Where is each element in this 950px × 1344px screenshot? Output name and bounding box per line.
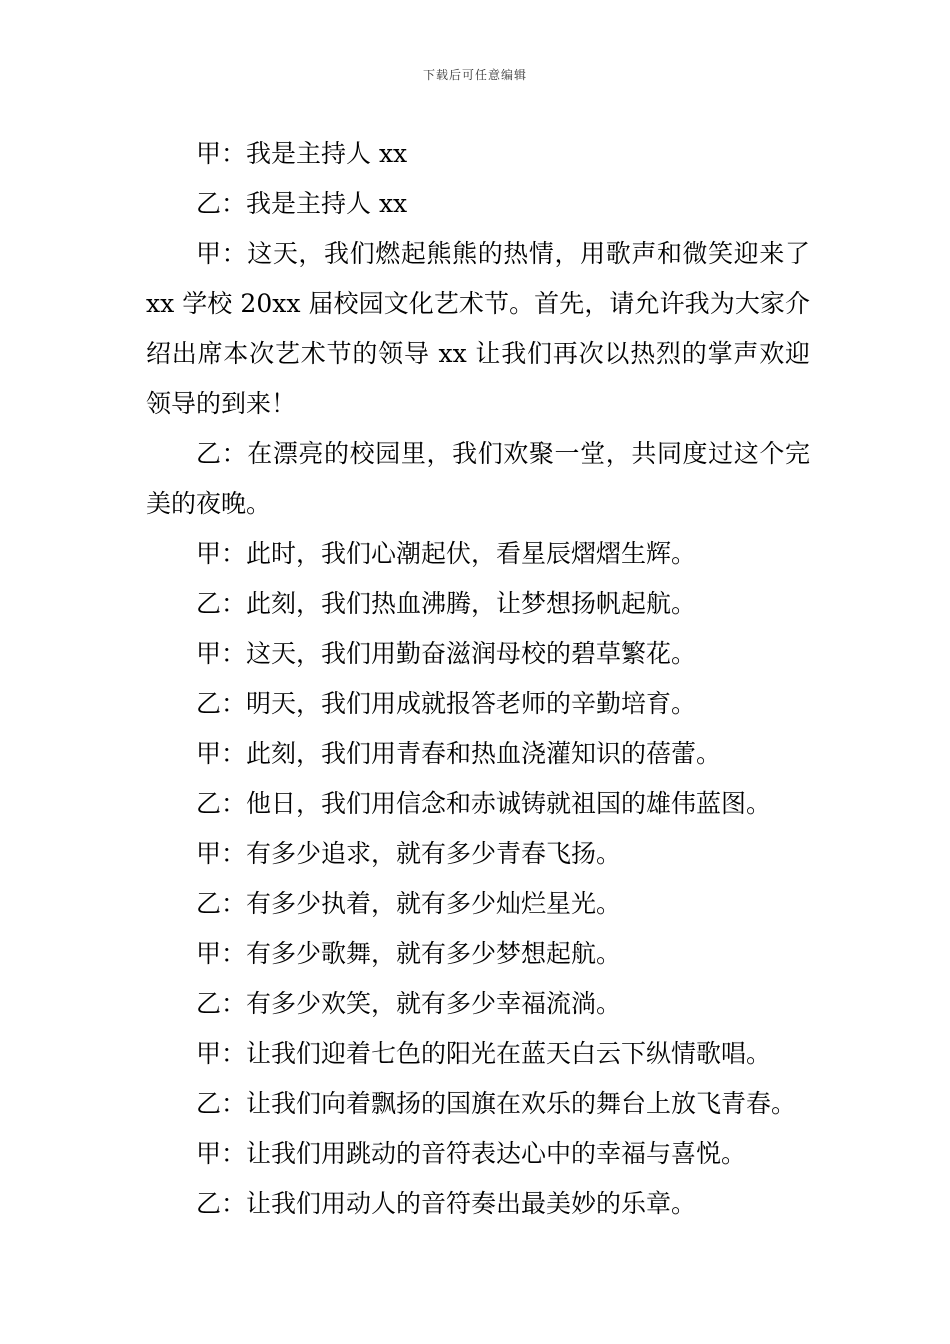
paragraph: 甲：此时，我们心潮起伏，看星辰熠熠生辉。	[196, 539, 697, 568]
paragraph: 甲：这天，我们用勤奋滋润母校的碧草繁花。	[196, 639, 697, 668]
paragraph: 乙：明天，我们用成就报答老师的辛勤培育。	[196, 689, 697, 718]
document-body	[146, 129, 810, 1229]
paragraph: 甲：让我们用跳动的音符表达心中的幸福与喜悦。	[196, 1139, 747, 1168]
paragraph: 甲：此刻，我们用青春和热血浇灌知识的蓓蕾。	[196, 739, 722, 768]
paragraph: 甲：有多少歌舞，就有多少梦想起航。	[196, 939, 622, 968]
paragraph: 乙：他日，我们用信念和赤诚铸就祖国的雄伟蓝图。	[196, 789, 772, 818]
paragraph: 甲：有多少追求，就有多少青春飞扬。	[196, 839, 622, 868]
paragraph: 甲：让我们迎着七色的阳光在蓝天白云下纵情歌唱。	[196, 1039, 772, 1068]
paragraph: 乙：让我们向着飘扬的国旗在欢乐的舞台上放飞青春。	[196, 1089, 797, 1118]
page-header-note: 下载后可任意编辑	[422, 68, 527, 82]
paragraph: 乙：有多少执着，就有多少灿烂星光。	[196, 889, 622, 918]
paragraph: 乙：有多少欢笑，就有多少幸福流淌。	[196, 989, 622, 1018]
paragraph: 乙：我是主持人 xx	[196, 189, 408, 218]
paragraph: 甲：我是主持人 xx	[196, 139, 408, 168]
paragraph: 乙：此刻，我们热血沸腾，让梦想扬帆起航。	[196, 589, 697, 618]
paragraph: 甲：这天，我们燃起熊熊的热情，用歌声和微笑迎来了 xx 学校 20xx 届校园文化艺术节。首先，请允许我为大家介绍出席本次艺术节的领导 xx 让我们再次以热烈的掌声欢迎领导的到来！	[146, 239, 810, 418]
paragraph: 乙：在漂亮的校园里，我们欢聚一堂，共同度过这个完美的夜晚。	[146, 439, 810, 518]
paragraph: 乙：让我们用动人的音符奏出最美妙的乐章。	[196, 1189, 697, 1218]
